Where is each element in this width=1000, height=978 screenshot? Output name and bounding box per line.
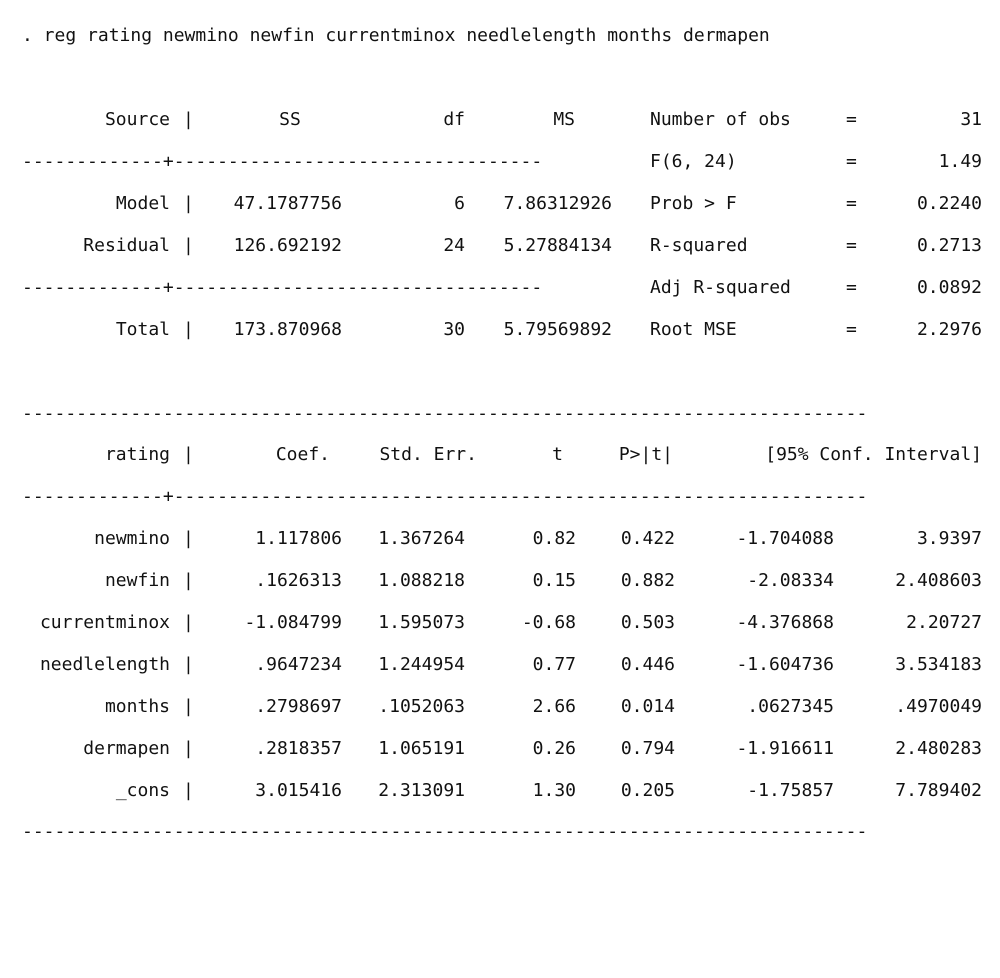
anova-ms: 7.86312926	[503, 193, 612, 214]
coef-t: -0.68	[521, 612, 576, 633]
column-separator: |	[183, 109, 194, 130]
stat-value: 0.0892	[916, 277, 982, 298]
coef-value: .2798697	[255, 696, 342, 717]
coef-row	[0, 528, 1000, 550]
stat-equals: =	[846, 151, 857, 172]
anova-row-total	[0, 319, 1000, 341]
coef-header-row	[0, 444, 1000, 466]
column-separator: |	[183, 444, 194, 465]
coef-se: 1.595073	[378, 612, 465, 633]
column-separator: |	[183, 528, 194, 549]
coef-row	[0, 696, 1000, 718]
coef-header-ci: [95% Conf. Interval]	[765, 444, 982, 465]
column-separator: |	[183, 696, 194, 717]
coef-header-rule: -------------+----------------------------------------------------------------	[22, 486, 868, 507]
coef-var: _cons	[115, 780, 170, 801]
coef-p: 0.014	[620, 696, 675, 717]
coef-se: 1.244954	[378, 654, 465, 675]
coef-se: .1052063	[378, 696, 465, 717]
coef-row	[0, 738, 1000, 760]
anova-header-source: Source	[104, 109, 170, 130]
coef-t: 0.77	[532, 654, 576, 675]
coef-ci-high: 2.408603	[895, 570, 982, 591]
anova-ms: 5.79569892	[503, 319, 612, 340]
coef-table-top-rule: ------------------------------------------------------------------------------	[22, 403, 868, 424]
coef-var: dermapen	[83, 738, 170, 759]
anova-df: 30	[443, 319, 465, 340]
coef-var: months	[104, 696, 170, 717]
coef-ci-low: -1.916611	[736, 738, 834, 759]
coef-p: 0.205	[620, 780, 675, 801]
coef-ci-high: 2.480283	[895, 738, 982, 759]
coef-row	[0, 780, 1000, 802]
coef-se: 1.367264	[378, 528, 465, 549]
coef-ci-high: .4970049	[895, 696, 982, 717]
stat-value: 31	[960, 109, 982, 130]
stat-equals: =	[846, 235, 857, 256]
anova-header-row	[0, 109, 1000, 131]
table-rule: -------------+----------------------------------	[22, 151, 543, 172]
column-separator: |	[183, 654, 194, 675]
coef-header-se: Std. Err.	[379, 444, 477, 465]
coef-p: 0.503	[620, 612, 675, 633]
coef-p: 0.882	[620, 570, 675, 591]
coef-ci-high: 3.534183	[895, 654, 982, 675]
coef-value: .1626313	[255, 570, 342, 591]
coef-value: -1.084799	[244, 612, 342, 633]
column-separator: |	[183, 780, 194, 801]
column-separator: |	[183, 612, 194, 633]
coef-t: 0.82	[532, 528, 576, 549]
coef-header-var: rating	[104, 444, 170, 465]
coef-header-p: P>|t|	[618, 444, 673, 465]
stat-value: 0.2713	[916, 235, 982, 256]
anova-rule-row	[0, 151, 1000, 173]
coef-header-t: t	[552, 444, 563, 465]
anova-header-df: df	[443, 109, 465, 130]
anova-row-residual	[0, 235, 1000, 257]
stat-label: R-squared	[650, 235, 748, 256]
coef-value: .2818357	[255, 738, 342, 759]
coef-ci-low: -1.604736	[736, 654, 834, 675]
anova-df: 6	[454, 193, 465, 214]
stat-label: F(6, 24)	[650, 151, 737, 172]
coef-ci-high: 3.9397	[916, 528, 982, 549]
coef-value: .9647234	[255, 654, 342, 675]
column-separator: |	[183, 235, 194, 256]
stat-label: Prob > F	[650, 193, 737, 214]
coef-value: 3.015416	[255, 780, 342, 801]
anova-source: Residual	[83, 235, 170, 256]
stat-equals: =	[846, 319, 857, 340]
coef-var: needlelength	[39, 654, 170, 675]
anova-ss: 173.870968	[233, 319, 342, 340]
coef-var: newmino	[94, 528, 170, 549]
table-rule: -------------+----------------------------------	[22, 277, 543, 298]
stat-value: 2.2976	[916, 319, 982, 340]
coef-row	[0, 612, 1000, 634]
coef-p: 0.794	[620, 738, 675, 759]
anova-header-ss: SS	[279, 109, 301, 130]
stat-equals: =	[846, 277, 857, 298]
coef-t: 0.15	[532, 570, 576, 591]
command-line: . reg rating newmino newfin currentminox needlelength months dermapen	[22, 25, 770, 46]
anova-df: 24	[443, 235, 465, 256]
stat-label: Adj R-squared	[650, 277, 791, 298]
coef-var: currentminox	[39, 612, 170, 633]
coef-value: 1.117806	[255, 528, 342, 549]
coef-header-coef: Coef.	[275, 444, 330, 465]
column-separator: |	[183, 319, 194, 340]
coef-t: 0.26	[532, 738, 576, 759]
anova-rule-row	[0, 277, 1000, 299]
coef-se: 2.313091	[378, 780, 465, 801]
coef-row	[0, 654, 1000, 676]
column-separator: |	[183, 193, 194, 214]
anova-ms: 5.27884134	[503, 235, 612, 256]
coef-p: 0.422	[620, 528, 675, 549]
coef-ci-low: .0627345	[747, 696, 834, 717]
coef-ci-low: -4.376868	[736, 612, 834, 633]
coef-t: 2.66	[532, 696, 576, 717]
stat-label: Root MSE	[650, 319, 737, 340]
coef-table-bottom-rule: ------------------------------------------------------------------------------	[22, 821, 868, 842]
coef-p: 0.446	[620, 654, 675, 675]
stat-value: 0.2240	[916, 193, 982, 214]
coef-ci-low: -1.704088	[736, 528, 834, 549]
coef-var: newfin	[104, 570, 170, 591]
coef-ci-low: -2.08334	[747, 570, 834, 591]
anova-source: Model	[115, 193, 170, 214]
coef-t: 1.30	[532, 780, 576, 801]
column-separator: |	[183, 570, 194, 591]
coef-ci-low: -1.75857	[747, 780, 834, 801]
stat-equals: =	[846, 193, 857, 214]
coef-ci-high: 2.20727	[906, 612, 982, 633]
stat-value: 1.49	[938, 151, 982, 172]
anova-ss: 47.1787756	[233, 193, 342, 214]
column-separator: |	[183, 738, 194, 759]
stat-equals: =	[846, 109, 857, 130]
anova-ss: 126.692192	[233, 235, 342, 256]
coef-row	[0, 570, 1000, 592]
coef-ci-high: 7.789402	[895, 780, 982, 801]
stat-label: Number of obs	[650, 109, 791, 130]
coef-se: 1.088218	[378, 570, 465, 591]
coef-se: 1.065191	[378, 738, 465, 759]
anova-source: Total	[115, 319, 170, 340]
anova-header-ms: MS	[553, 109, 575, 130]
anova-row-model	[0, 193, 1000, 215]
